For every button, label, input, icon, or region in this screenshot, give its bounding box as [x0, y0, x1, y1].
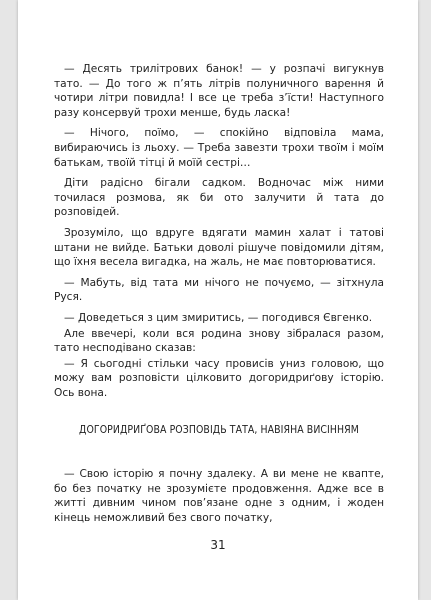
chapter-title: ДОГОРИДРИҐОВА РОЗПОВІДЬ ТАТА, НАВІЯНА ВИСІННЯМ: [79, 424, 359, 436]
page-number: 31: [210, 538, 226, 552]
paragraph: — Доведеться з цим змиритись, — погодився Євгенко.: [64, 311, 373, 324]
chapter-text: [54, 467, 384, 531]
paragraph: — Свою історію я почну здалеку. А ви мене не квапте, бо без початку не зрозумієте продовження. Адже все в житті дивним чином пов’язане одне з одним, і жоден кінець неможливий без свого початку,: [54, 468, 384, 524]
paragraph: — Нічого, поїмо, — спокійно відповіла мама, вибираючись із льоху. — Треба завезти трохи твоїм і моїм батькам, твоїй тітці й моїй сестрі…: [54, 127, 384, 169]
paragraph: — Десять трилітрових банок! — у розпачі вигукнув тато. — До того ж п’ять літрів полуничного варення й чотири літри повидла! І все це треба з’їсти! Наступного разу консервуй трохи менше, будь ласка!: [54, 63, 384, 119]
book-page: [18, 0, 418, 600]
paragraph: Зрозуміло, що вдруге вдягати мамин халат і татові штани не вийде. Батьки доволі рішуче повідомили дітям, що їхня весела вигадка, на жаль, не має повторюватися.: [54, 226, 384, 269]
story-text: [54, 62, 384, 406]
paragraph: Але ввечері, коли вся родина знову зібралася разом, тато несподівано сказав:: [54, 327, 384, 355]
paragraph: — Я сьогодні стільки часу провисів униз головою, що можу вам розповісти цілковито догоридриґову історію. Ось вона.: [54, 357, 384, 399]
paragraph: Діти радісно бігали садком. Водночас між ними точилася розмова, як би ото залучити й тата до розповідей.: [54, 177, 384, 219]
paragraph: — Мабуть, від тата ми нічого не почуємо, — зітхнула Руся.: [54, 276, 384, 304]
